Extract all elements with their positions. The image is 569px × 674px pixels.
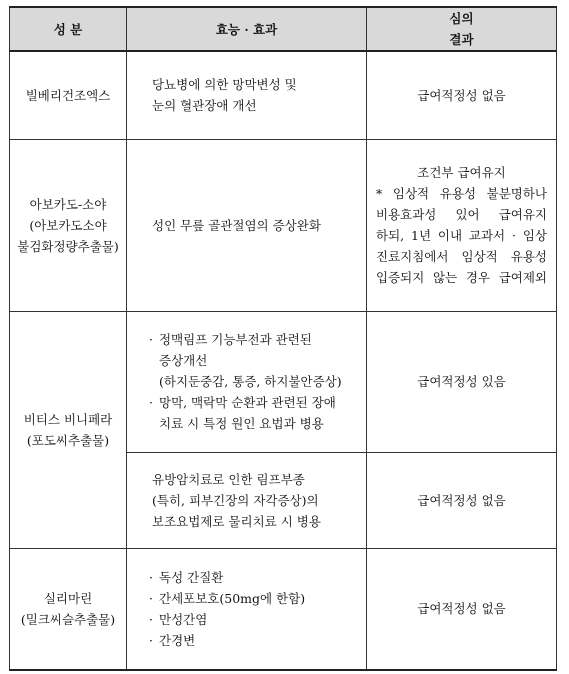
ingredient-cell: 아보카도-소야 (아보카도소야 불검화정량추출물) — [10, 139, 127, 311]
table-row — [10, 548, 557, 670]
effect-cell: 당뇨병에 의한 망막변성 및 눈의 혈관장애 개선 — [127, 51, 367, 139]
ingredient-cell: 실리마린 (밀크씨슬추출물) — [10, 548, 127, 670]
list-item: · 간경변 — [149, 630, 358, 651]
list-item: · 망막, 맥락막 순환과 관련된 장애 — [149, 392, 358, 413]
list-item: 치료 시 특정 원인 요법과 병용 — [159, 416, 324, 431]
effect-cell — [127, 311, 367, 452]
list-item: · 정맥림프 기능부전과 관련된 — [149, 329, 358, 350]
list-item: (하지둔중감, 통증, 하지불안증상) — [159, 374, 342, 389]
effect-cell — [127, 548, 367, 670]
header-result: 심의 결과 — [367, 7, 557, 51]
result-cell: 조건부 급여유지 * 임상적 유용성 불분명하나 비용효과성 있어 급여유지 하되, 1년 이내 교과서 · 임상 진료지침에서 임상적 유용성 입증되지 않는 경우 급여제외 — [367, 139, 557, 311]
effect-bullet-list — [149, 329, 358, 434]
effect-cell: 성인 무릎 골관절염의 증상완화 — [127, 139, 367, 311]
ingredient-cell: 비티스 비니페라 (포도씨추출물) — [10, 311, 127, 548]
effect-bullet-list — [149, 567, 358, 651]
list-item: · 간세포보호(50mg에 한함) — [149, 588, 358, 609]
header-effect: 효능 · 효과 — [127, 7, 367, 51]
result-cell: 급여적정성 없음 — [367, 51, 557, 139]
review-results-table — [9, 6, 557, 671]
effect-cell: 유방암치료로 인한 림프부종 (특히, 피부긴장의 자각증상)의 보조요법제로 물리치료 시 병용 — [127, 452, 367, 548]
table-row — [10, 311, 557, 452]
result-cell: 급여적정성 없음 — [367, 548, 557, 670]
list-item: · 독성 간질환 — [149, 567, 358, 588]
ingredient-cell: 빌베리건조엑스 — [10, 51, 127, 139]
review-table-container — [9, 6, 556, 671]
list-item: · 만성간염 — [149, 609, 358, 630]
result-cell: 급여적정성 없음 — [367, 452, 557, 548]
result-cell: 급여적정성 있음 — [367, 311, 557, 452]
table-row — [10, 51, 557, 139]
table-header-row — [10, 7, 557, 51]
list-item: 증상개선 — [159, 353, 208, 368]
header-ingredient: 성 분 — [10, 7, 127, 51]
table-row — [10, 139, 557, 311]
